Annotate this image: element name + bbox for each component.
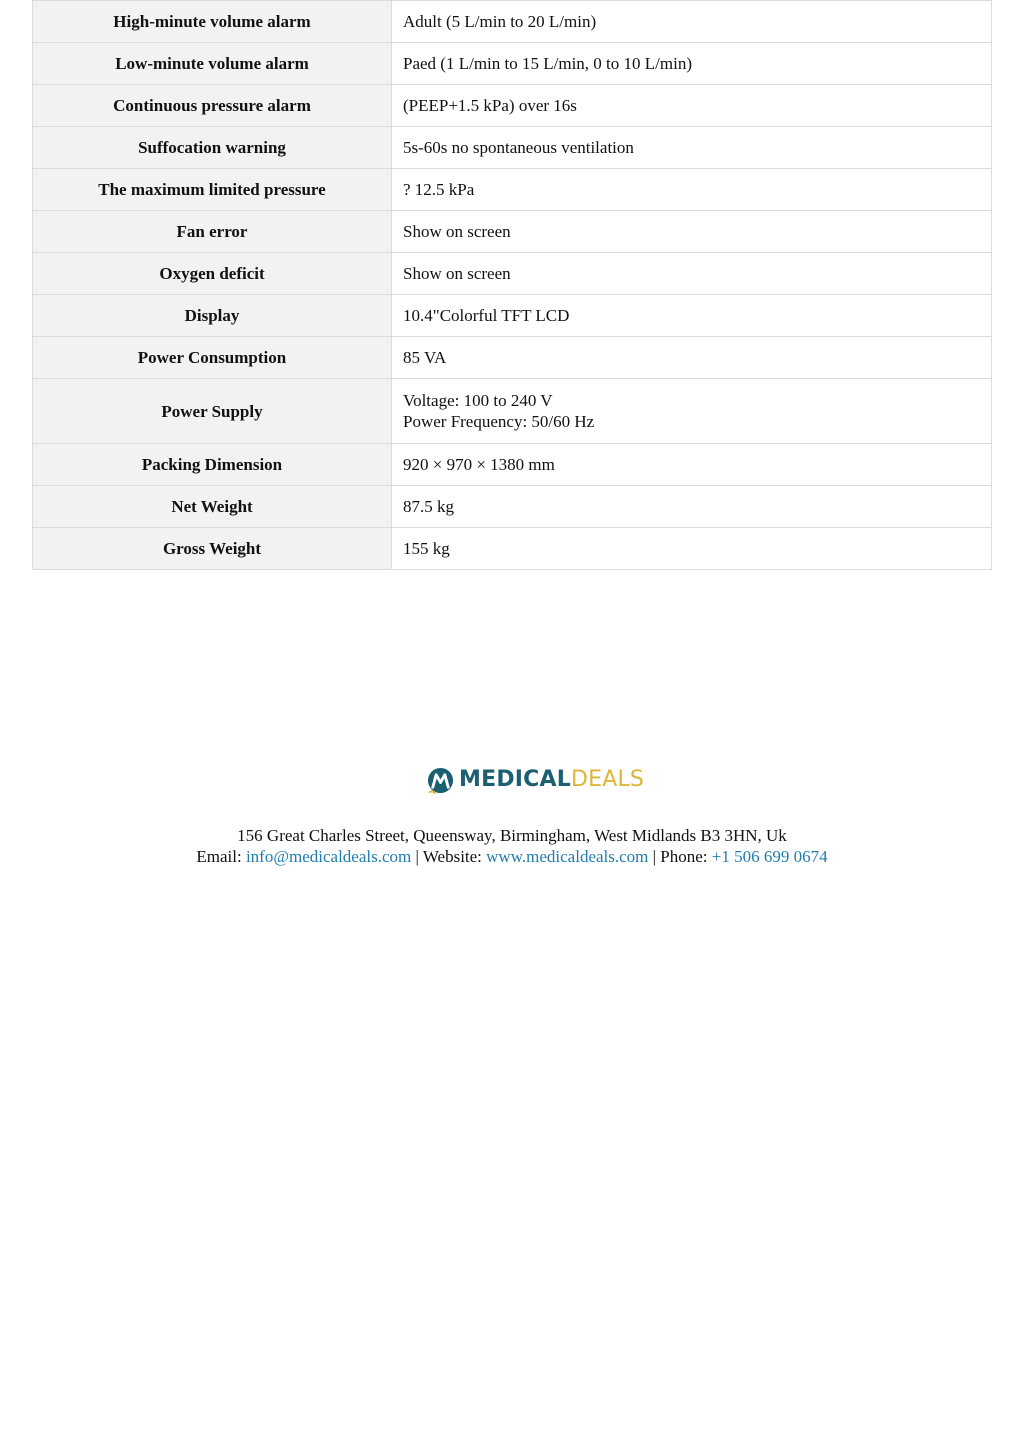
spec-value-line: Show on screen (403, 222, 511, 241)
spec-value (392, 486, 992, 528)
spec-value (392, 85, 992, 127)
spec-label: Suffocation warning (33, 127, 392, 169)
phone-label: | Phone: (648, 847, 712, 866)
website-label: | Website: (411, 847, 487, 866)
spec-value (392, 337, 992, 379)
spec-value-line: 10.4"Colorful TFT LCD (403, 306, 570, 325)
table-row (33, 1, 992, 43)
table-row (33, 43, 992, 85)
spec-value-line: Adult (5 L/min to 20 L/min) (403, 12, 597, 31)
spec-value (392, 295, 992, 337)
spec-value (392, 211, 992, 253)
spec-value-line: ? 12.5 kPa (403, 180, 475, 199)
spec-label: Display (33, 295, 392, 337)
spec-value (392, 444, 992, 486)
spec-value-line: 5s-60s no spontaneous ventilation (403, 138, 634, 157)
spec-value (392, 379, 992, 444)
logo-word-medical: MEDICAL (459, 767, 571, 792)
spec-value-line: Voltage: 100 to 240 V (403, 391, 553, 410)
spec-value (392, 43, 992, 85)
table-row (33, 528, 992, 570)
footer-address: 156 Great Charles Street, Queensway, Birmingham, West Midlands B3 3HN, Uk (237, 826, 787, 845)
table-row (33, 253, 992, 295)
phone-link[interactable]: +1 506 699 0674 (711, 847, 828, 866)
spec-label: Net Weight (33, 486, 392, 528)
table-row (33, 337, 992, 379)
table-row (33, 127, 992, 169)
spec-label: Continuous pressure alarm (33, 85, 392, 127)
spec-value-line: 920 × 970 × 1380 mm (403, 455, 555, 474)
spec-label: Low-minute volume alarm (33, 43, 392, 85)
website-link[interactable]: www.medicaldeals.com (486, 847, 649, 866)
spec-value-line: 85 VA (403, 348, 447, 367)
specifications-table (32, 0, 992, 570)
logo-wordmark (459, 765, 644, 795)
spec-value-line: 87.5 kg (403, 497, 454, 516)
table-row (33, 211, 992, 253)
spec-value (392, 528, 992, 570)
spec-label: High-minute volume alarm (33, 1, 392, 43)
email-label: Email: (196, 847, 246, 866)
spec-value-line: Show on screen (403, 264, 511, 283)
spec-value-line: 155 kg (403, 539, 450, 558)
logo-word-deals: DEALS (570, 767, 645, 792)
table-row (33, 295, 992, 337)
spec-value-line: Paed (1 L/min to 15 L/min, 0 to 10 L/min) (403, 54, 692, 73)
spec-value-line: (PEEP+1.5 kPa) over 16s (403, 96, 577, 115)
table-row (33, 169, 992, 211)
spec-value (392, 253, 992, 295)
spec-label: Gross Weight (33, 528, 392, 570)
spec-label: The maximum limited pressure (33, 169, 392, 211)
footer-contact-line (0, 846, 1024, 867)
footer-contact (0, 825, 1024, 867)
spec-label: Packing Dimension (33, 444, 392, 486)
table-row (33, 444, 992, 486)
spec-label: Power Supply (33, 379, 392, 444)
spec-label: Power Consumption (33, 337, 392, 379)
table-row (33, 379, 992, 444)
spec-value (392, 1, 992, 43)
medical-deals-logo (427, 765, 644, 795)
table-row (33, 85, 992, 127)
email-link[interactable]: info@medicaldeals.com (245, 847, 412, 866)
medical-deals-logo-icon (427, 767, 454, 794)
spec-value (392, 127, 992, 169)
spec-value (392, 169, 992, 211)
spec-value-line: Power Frequency: 50/60 Hz (403, 412, 595, 431)
spec-label: Oxygen deficit (33, 253, 392, 295)
table-row (33, 486, 992, 528)
spec-label: Fan error (33, 211, 392, 253)
